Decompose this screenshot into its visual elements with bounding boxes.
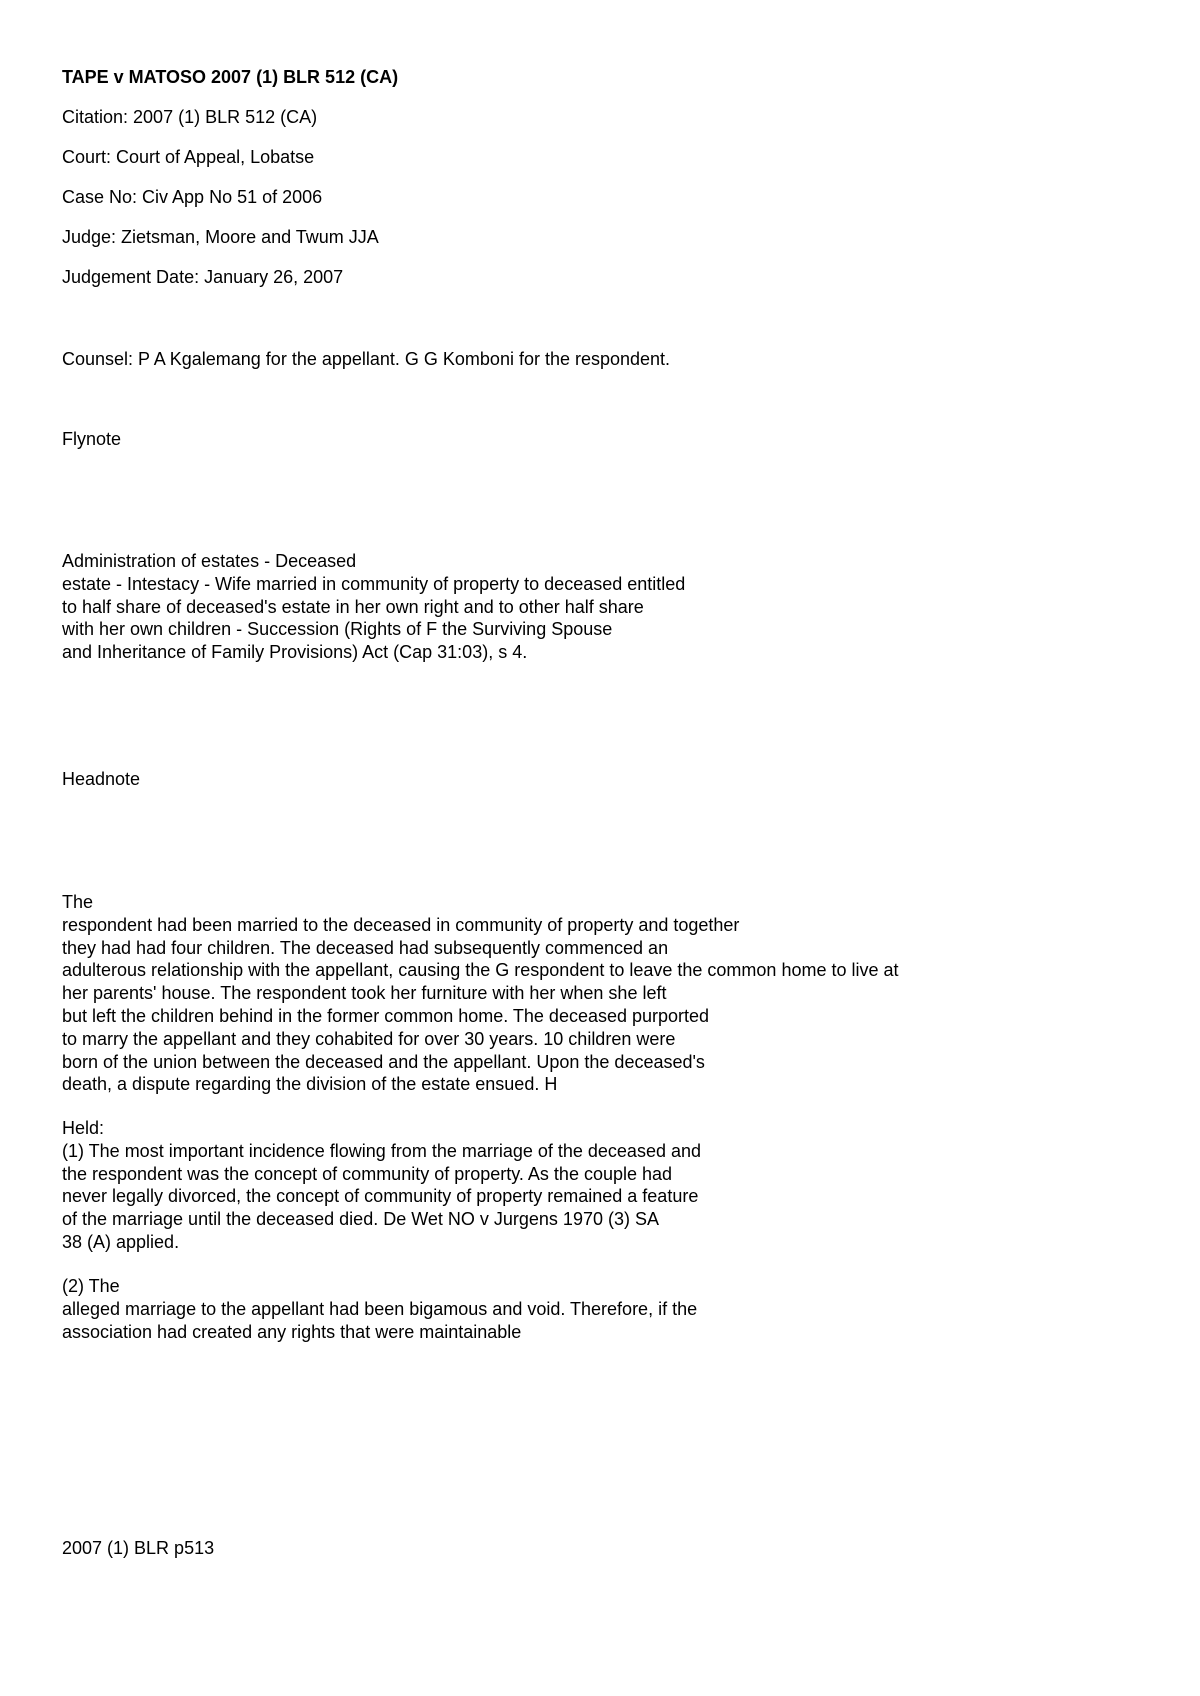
held-line: of the marriage until the deceased died. De Wet NO v Jurgens 1970 (3) SA: [62, 1209, 659, 1230]
counsel-line: Counsel: P A Kgalemang for the appellant. G G Komboni for the respondent.: [62, 349, 671, 369]
headnote-heading: Headnote: [62, 769, 141, 789]
flynote-line: to half share of deceased's estate in her own right and to other half share: [62, 596, 644, 617]
case-number-line: Case No: Civ App No 51 of 2006: [62, 187, 323, 207]
judge-line: Judge: Zietsman, Moore and Twum JJA: [62, 227, 379, 247]
flynote-line: estate - Intestacy - Wife married in community of property to deceased entitled: [62, 573, 686, 594]
citation-line: Citation: 2007 (1) BLR 512 (CA): [62, 107, 318, 127]
held-line: Held:: [62, 1118, 105, 1138]
headnote-held-2: [62, 1275, 697, 1343]
headnote-facts-line: adulterous relationship with the appellant, causing the G respondent to leave the common home to live at: [62, 960, 899, 981]
headnote-facts-line: born of the union between the deceased and the appellant. Upon the deceased's: [62, 1051, 705, 1072]
headnote-facts-line: her parents' house. The respondent took her furniture with her when she left: [62, 983, 667, 1004]
held-line: the respondent was the concept of community of property. As the couple had: [62, 1163, 673, 1184]
headnote-facts-line: but left the children behind in the former common home. The deceased purported: [62, 1005, 710, 1026]
court-line: Court: Court of Appeal, Lobatse: [62, 147, 315, 167]
flynote-heading: Flynote: [62, 429, 122, 449]
headnote-held-1: [62, 1117, 701, 1254]
held-line: 38 (A) applied.: [62, 1231, 180, 1252]
held-line: never legally divorced, the concept of community of property remained a feature: [62, 1186, 699, 1207]
held-line: association had created any rights that were maintainable: [62, 1321, 522, 1342]
flynote-line: Administration of estates - Deceased: [62, 551, 357, 571]
headnote-facts-line: The: [62, 892, 94, 912]
held-line: (1) The most important incidence flowing from the marriage of the deceased and: [62, 1140, 701, 1161]
held-line: (2) The: [62, 1276, 120, 1296]
flynote-line: with her own children - Succession (Rights of F the Surviving Spouse: [62, 619, 613, 640]
headnote-facts: [62, 891, 899, 1096]
flynote-text: [62, 550, 685, 664]
judgement-date-line: Judgement Date: January 26, 2007: [62, 267, 344, 287]
flynote-line: and Inheritance of Family Provisions) Act (Cap 31:03), s 4.: [62, 642, 528, 663]
headnote-facts-line: death, a dispute regarding the division of the estate ensued. H: [62, 1074, 558, 1095]
headnote-facts-line: respondent had been married to the deceased in community of property and together: [62, 914, 740, 935]
headnote-facts-line: they had had four children. The deceased had subsequently commenced an: [62, 937, 669, 958]
page-reference: 2007 (1) BLR p513: [62, 1538, 215, 1558]
headnote-facts-line: to marry the appellant and they cohabited for over 30 years. 10 children were: [62, 1028, 676, 1049]
case-title: TAPE v MATOSO 2007 (1) BLR 512 (CA): [62, 67, 399, 87]
held-line: alleged marriage to the appellant had been bigamous and void. Therefore, if the: [62, 1298, 698, 1319]
